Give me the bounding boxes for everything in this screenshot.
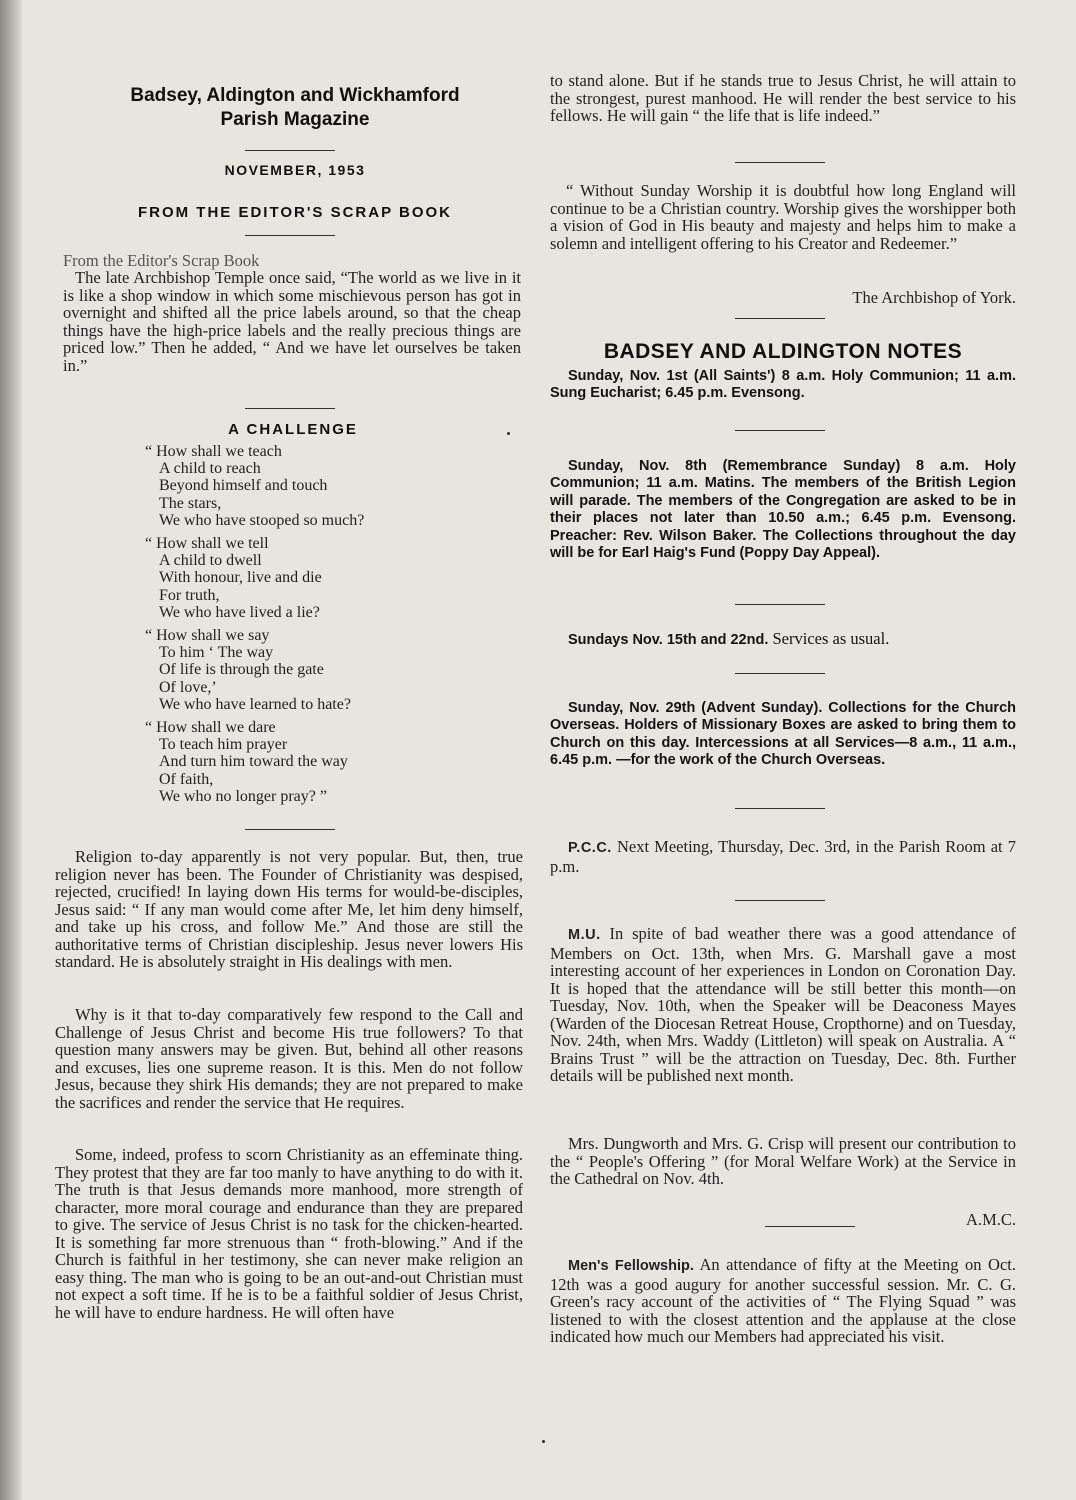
poem-line: For truth, [159, 586, 220, 604]
divider [735, 430, 825, 431]
notice-nov-15 [550, 630, 1016, 649]
print-speck [507, 432, 510, 435]
magazine-title-line1: Badsey, Aldington and Wickhamford [130, 85, 460, 106]
poem-stanza [145, 535, 364, 621]
issue-date: NOVEMBER, 1953 [224, 162, 366, 178]
notice-nov-8: Sunday, Nov. 8th (Remembrance Sunday) 8 a.m. Holy Communion; 11 a.m. Matins. The members of the British Legion will parade. The members of the Congregation are asked to be in their places not later than 10.50 a.m.; 6.45 p.m. Evensong. Preacher: Rev. Wilson Baker. The Collections throughout the day will be for Earl Haig's Fund (Poppy Day Appeal). [550, 458, 1016, 562]
divider [245, 829, 335, 830]
notice-nov-15-rest: Services as usual. [768, 629, 890, 648]
poem-line: Beyond himself and touch [159, 477, 328, 495]
scrapbook-text: The late Archbishop Temple once said, “The world as we live in it is like a shop window in which some mischievous person has got in overnight and shifted all the price labels around, so that the cheap things have the high-price labels and the really precious things are priced low.” Then he added, “ And we have let ourselves be taken in.” [63, 268, 521, 375]
poem-line: We who have stooped so much? [159, 511, 365, 529]
divider [735, 673, 825, 674]
religion-paragraph-3: Some, indeed, profess to scorn Christianity as an effeminate thing. They protest that they are far too manly to have anything to do with it. The truth is that Jesus demands more manhood, more strength of character, more moral courage and endurance than they are prepared to give. The service of Jesus Christ is no task for the chicken-hearted. It is something far more strenuous than “ froth-blowing.” And if the Church is faithful in her testimony, she can never make religion an easy thing. The man who is going to be an out-and-out Christian must not expect a soft time. If he is to be a faithful soldier of Jesus Christ, he will have to endure hardness. He will often have [55, 1145, 523, 1322]
poem-line: We who have lived a lie? [159, 603, 320, 621]
divider [735, 808, 825, 809]
poem-stanza [145, 627, 364, 713]
pcc-notice [550, 838, 1016, 875]
poem-line: The stars, [159, 494, 222, 512]
poem-line: To him ‘ The way [159, 644, 274, 662]
divider [245, 235, 335, 236]
poem-line: “ How shall we teach [145, 443, 282, 460]
divider [245, 408, 335, 409]
mu-notice [550, 925, 1016, 1085]
poem-line: A child to dwell [159, 552, 262, 570]
poem-stanza [145, 719, 364, 805]
poem-line: We who no longer pray? ” [159, 787, 327, 805]
binding-edge [0, 0, 22, 1500]
mens-fellowship-lead: Men's Fellowship. [568, 1258, 694, 1274]
pcc-lead: P.C.C. [568, 840, 612, 856]
divider [245, 150, 335, 151]
print-speck [542, 1440, 545, 1443]
religion-paragraph-1: Religion to-day apparently is not very popular. But, then, true religion never has been. The Founder of Christianity was despised, rejected, crucified! In laying down His terms for would-be-disciples, Jesus said: “ If any man would come after Me, let him deny himself, and take up his cross, and follow Me.” And those are still the authoritative terms of Christian discipleship. Jesus never lowers His standard. He is absolutely straight in His dealings with men. [55, 847, 523, 971]
poem-a-challenge [145, 443, 364, 811]
mu-signature: A.M.C. [966, 1210, 1016, 1229]
poem-line: To teach him prayer [159, 736, 288, 754]
divider [735, 900, 825, 901]
scrapbook-label: From the Editor's Scrap Book [63, 251, 260, 270]
poem-line: Of life is through the gate [159, 661, 324, 679]
magazine-title-line2: Parish Magazine [220, 109, 370, 130]
poem-stanza [145, 443, 364, 529]
poem-line: “ How shall we say [145, 627, 270, 645]
poem-line: Of love,’ [159, 678, 217, 696]
mens-fellowship-rest: An attendance of fifty at the Meeting on Oct. 12th was a good augury for another successful session. Mr. C. G. Green's racy account of the activities of “ The Flying Squad ” was listened to with the closest attention and the applause at the close indicated how much our Members had appreciated his visit. [550, 1255, 1016, 1346]
mu-paragraph-2: Mrs. Dungworth and Mrs. G. Crisp will present our contribution to the “ People's Offering ” (for Moral Welfare Work) at the Service in the Cathedral on Nov. 4th. [550, 1134, 1016, 1188]
york-quote: “ Without Sunday Worship it is doubtful how long England will continue to be a Christian country. Worship gives the worshipper both a vision of God in His beauty and majesty and helps him to make a solemn and intelligent offering to his Creator and Redeemer.” [550, 181, 1016, 253]
poem-line: “ How shall we dare [145, 719, 276, 737]
divider [765, 1226, 855, 1227]
poem-line: And turn him toward the way [159, 753, 348, 771]
mu-lead: M.U. [568, 927, 601, 943]
poem-line: We who have learned to hate? [159, 695, 351, 713]
mens-fellowship-notice [550, 1256, 1016, 1346]
york-attribution: The Archbishop of York. [852, 288, 1016, 307]
religion-paragraph-2: Why is it that to-day comparatively few respond to the Call and Challenge of Jesus Christ and become His true followers? To that question many answers may be given. But, behind all other reasons and excuses, lies one supreme reason. It is this. Men do not follow Jesus, because they shirk His demands; they are not prepared to make the sacrifices and render the service that He requires. [55, 1005, 523, 1112]
religion-paragraph-4: to stand alone. But if he stands true to Jesus Christ, he will attain to the strongest, purest manhood. He will render the best service to his fellows. He will gain “ the life that is life indeed.” [550, 71, 1016, 125]
poem-line: Of faith, [159, 770, 214, 788]
divider [735, 604, 825, 605]
notice-nov-29: Sunday, Nov. 29th (Advent Sunday). Collections for the Church Overseas. Holders of Missionary Boxes are asked to bring them to Church on this day. Intercessions at all Services—8 a.m., 11 a.m., 6.45 p.m. —for the work of the Church Overseas. [550, 700, 1016, 769]
notice-nov-15-lead: Sundays Nov. 15th and 22nd. [568, 632, 769, 648]
divider [735, 162, 825, 163]
poem-line: With honour, live and die [159, 569, 322, 587]
notes-heading: BADSEY AND ALDINGTON NOTES [603, 340, 963, 363]
notice-nov-1: Sunday, Nov. 1st (All Saints') 8 a.m. Holy Communion; 11 a.m. Sung Eucharist; 6.45 p.m. Evensong. [550, 368, 1016, 402]
mu-rest: In spite of bad weather there was a good attendance of Members on Oct. 13th, when Mrs. G. Marshall gave a most interesting account of her experiences in London on Coronation Day. It is hoped that the attendance will be still better this month—on Tuesday, Nov. 10th, when the Speaker will be Deaconess Mayes (Warden of the Diocesan Retreat House, Cropthorne) and on Tuesday, Nov. 24th, when Mrs. Waddy (Littleton) will speak on Australia. A “ Brains Trust ” will be the attraction on Tuesday, Dec. 8th. Further details will be published next month. [550, 924, 1016, 1085]
poem-line: A child to reach [159, 460, 261, 478]
section-heading: FROM THE EDITOR'S SCRAP BOOK [137, 204, 453, 221]
poem-heading: A CHALLENGE [228, 421, 358, 438]
poem-line: “ How shall we tell [145, 535, 269, 553]
divider [735, 318, 825, 319]
pcc-rest: Next Meeting, Thursday, Dec. 3rd, in the Parish Room at 7 p.m. [550, 837, 1016, 876]
